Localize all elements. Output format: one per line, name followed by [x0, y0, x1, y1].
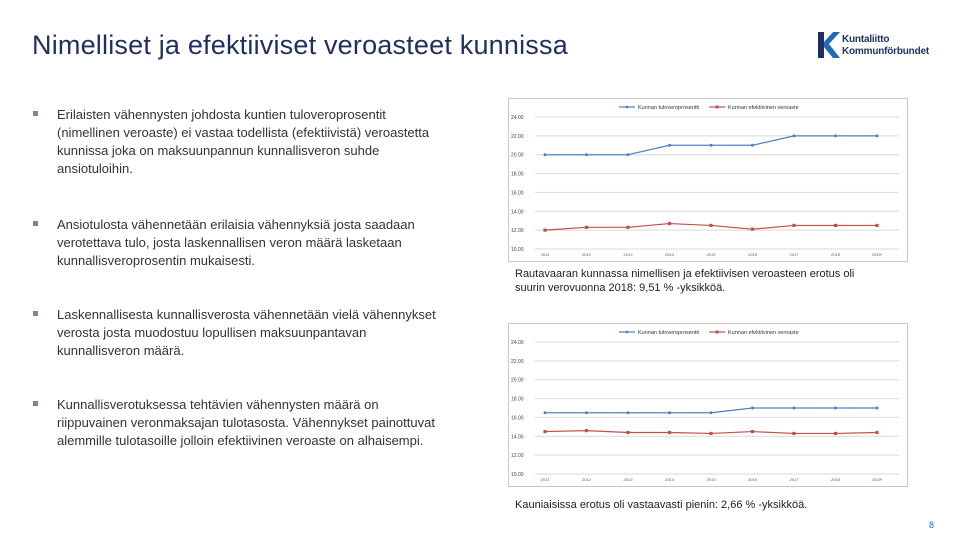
x-tick-label: 2019*	[871, 477, 883, 482]
data-point	[834, 407, 837, 410]
y-tick-label: 22.00	[511, 133, 524, 140]
x-tick-label: 2019*	[871, 252, 883, 257]
x-tick-label: 2014	[665, 252, 674, 257]
page-title: Nimelliset ja efektiiviset veroasteet kunnissa	[32, 30, 568, 60]
data-point	[585, 411, 588, 414]
data-point	[834, 224, 837, 227]
data-point	[751, 144, 754, 147]
x-tick-label: 2017	[789, 252, 799, 257]
chart-svg	[509, 99, 907, 261]
legend-label: Kunnan tuloveroprosentti	[638, 330, 700, 336]
data-point	[543, 430, 546, 433]
x-tick-label: 2015	[706, 252, 716, 257]
data-point	[751, 407, 754, 410]
x-tick-label: 2014	[665, 477, 674, 482]
x-tick-label: 2013	[623, 252, 633, 257]
data-point	[668, 411, 671, 414]
y-tick-label: 16.00	[511, 415, 524, 422]
data-point	[751, 228, 754, 231]
data-point	[544, 153, 547, 156]
y-tick-label: 18.00	[511, 171, 524, 178]
data-point	[544, 411, 547, 414]
data-point	[626, 226, 629, 229]
y-tick-label: 20.00	[511, 377, 524, 384]
data-point	[876, 134, 879, 137]
data-point	[875, 431, 878, 434]
data-point	[668, 431, 671, 434]
data-point	[668, 222, 671, 225]
x-tick-label: 2015	[706, 477, 716, 482]
legend-marker	[626, 331, 629, 334]
logo-line-2: Kommunförbundet	[842, 46, 929, 57]
bullet-text: Ansiotulosta vähennetään erilaisia vähennyksiä josta saadaan verotettava tulo, josta laskennallisen veron määrä lasketaan kunnallisveroprosentin mukaisesti.	[57, 217, 415, 268]
bullet-text: Laskennallisesta kunnallisverosta vähennetään vielä vähennykset verosta josta muodostuu lopullisen maksuunpantavan kunnallisveron määrä.	[57, 307, 436, 358]
chart-kauniainen	[508, 323, 908, 487]
page-number: 8	[929, 520, 935, 530]
data-point	[709, 224, 712, 227]
data-point	[710, 144, 713, 147]
data-point	[709, 432, 712, 435]
x-tick-label: 2018	[831, 477, 840, 482]
bullet-marker	[33, 221, 38, 226]
data-point	[751, 430, 754, 433]
data-point	[585, 153, 588, 156]
y-tick-label: 10.00	[511, 472, 524, 478]
y-tick-label: 20.00	[511, 152, 524, 159]
data-point	[585, 429, 588, 432]
bullet-marker	[33, 401, 38, 406]
data-point	[834, 134, 837, 137]
x-tick-label: 2016	[748, 252, 757, 257]
data-point	[626, 431, 629, 434]
x-tick-label: 2012	[582, 252, 591, 257]
y-tick-label: 12.00	[511, 228, 524, 235]
data-point	[875, 224, 878, 227]
logo-k-icon	[815, 30, 841, 60]
data-point	[876, 407, 879, 410]
data-point	[793, 134, 796, 137]
y-tick-label: 14.00	[511, 434, 524, 441]
x-tick-label: 2011	[540, 477, 550, 482]
y-tick-label: 22.00	[511, 358, 524, 365]
data-point	[543, 229, 546, 232]
x-tick-label: 2016	[748, 477, 757, 482]
y-tick-label: 12.00	[511, 453, 524, 460]
legend-label: Kunnan efektiivinen veroaste	[728, 330, 799, 336]
y-tick-label: 24.00	[511, 340, 524, 346]
data-point	[627, 153, 630, 156]
data-point	[585, 226, 588, 229]
data-point	[627, 411, 630, 414]
chart-caption: Rautavaaran kunnassa nimellisen ja efektiivisen veroasteen erotus oli suurin verovuonna 2018: 9,51 % -yksikköä.	[515, 268, 855, 294]
data-point	[710, 411, 713, 414]
x-tick-label: 2011	[540, 252, 550, 257]
data-point	[793, 407, 796, 410]
chart-svg	[509, 324, 907, 486]
kuntaliitto-logo	[815, 30, 935, 64]
x-tick-label: 2012	[582, 477, 591, 482]
bullet-marker	[33, 311, 38, 316]
y-tick-label: 10.00	[511, 247, 524, 253]
x-tick-label: 2017	[789, 477, 799, 482]
chart-caption: Kauniaisissa erotus oli vastaavasti pienin: 2,66 % -yksikköä.	[515, 499, 808, 511]
bullet-marker	[33, 111, 38, 116]
legend-marker	[626, 106, 629, 109]
y-tick-label: 14.00	[511, 209, 524, 216]
legend-label: Kunnan tuloveroprosentti	[638, 105, 700, 111]
data-point	[792, 432, 795, 435]
legend-marker	[716, 106, 719, 109]
y-tick-label: 16.00	[511, 190, 524, 197]
logo-line-1: Kuntaliitto	[842, 34, 890, 45]
y-tick-label: 18.00	[511, 396, 524, 403]
legend-label: Kunnan efektiivinen veroaste	[728, 105, 799, 111]
x-tick-label: 2018	[831, 252, 840, 257]
legend-marker	[716, 331, 719, 334]
data-point	[834, 432, 837, 435]
bullet-text: Erilaisten vähennysten johdosta kuntien tuloveroprosentit (nimellinen veroaste) ei vastaa todellista (efektiivistä) veroastetta kunnissa joka on maksuunpannun kunnallisveron suhde ansiotuloihin.	[57, 107, 430, 176]
data-point	[668, 144, 671, 147]
bullet-text: Kunnallisverotuksessa tehtävien vähennysten määrä on riippuvainen veronmaksajan tulotasosta. Vähennykset painottuvat alemmille tulotasoille jolloin efektiivinen veroaste on alhaisempi.	[57, 397, 435, 448]
y-tick-label: 24.00	[511, 115, 524, 121]
chart-rautavaara	[508, 98, 908, 262]
x-tick-label: 2013	[623, 477, 633, 482]
data-point	[792, 224, 795, 227]
